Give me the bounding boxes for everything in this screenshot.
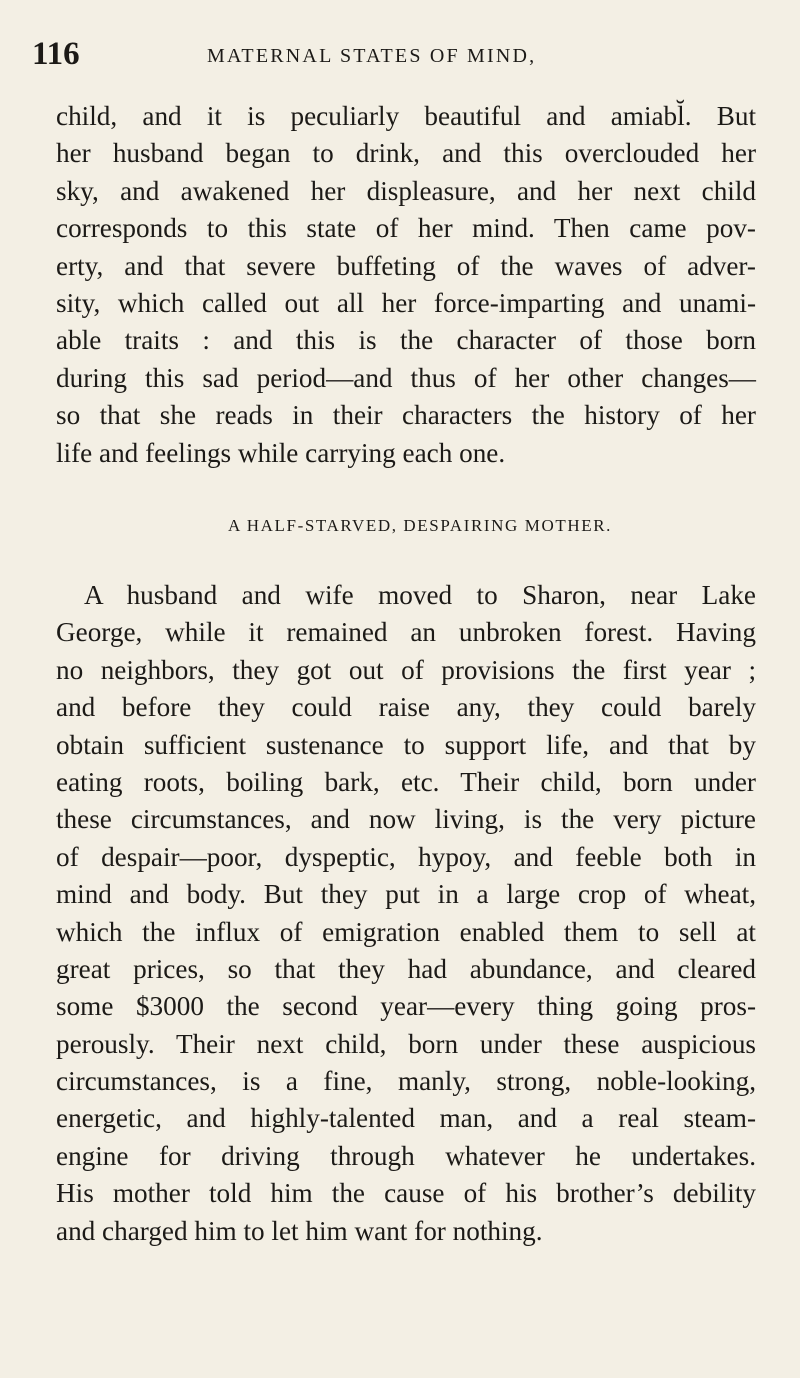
paragraph-line: and charged him to let him want for nothing.	[56, 1215, 543, 1246]
paragraph-line: sky, and awakened her displeasure, and her next child	[56, 175, 756, 206]
paragraph-line: her husband began to drink, and this overclouded her	[56, 138, 756, 169]
paragraph-line: so that she reads in their characters the history of her	[56, 400, 756, 431]
page-number: 116	[32, 36, 80, 72]
paragraph-line: child, and it is peculiarly beautiful and amiabl̆. But	[56, 101, 756, 131]
paragraph-line: erty, and that severe buffeting of the waves of adver-	[56, 250, 756, 281]
paragraph-line: life and feelings while carrying each one.	[56, 437, 506, 468]
paragraph-line: able traits : and this is the character of those born	[56, 325, 756, 356]
paragraph-line: A husband and wife moved to Sharon, near Lake	[84, 580, 756, 610]
section-heading: A HALF-STARVED, DESPAIRING MOTHER.	[228, 516, 612, 535]
page-header	[32, 34, 762, 84]
paragraph-1	[56, 98, 756, 472]
paragraph-line: perously. Their next child, born under these auspicious	[56, 1028, 756, 1059]
paragraph-line: no neighbors, they got out of provisions the first year ;	[56, 654, 756, 685]
paragraph-line: His mother told him the cause of his brother’s debility	[56, 1178, 756, 1209]
paragraph-line: mind and body. But they put in a large crop of wheat,	[56, 879, 756, 910]
paragraph-line: these circumstances, and now living, is the very picture	[56, 804, 756, 835]
paragraph-line: George, while it remained an unbroken forest. Having	[56, 617, 756, 648]
paragraph-line: great prices, so that they had abundance, and cleared	[56, 953, 756, 984]
running-head: MATERNAL STATES OF MIND,	[207, 45, 537, 67]
paragraph-line: and before they could raise any, they could barely	[56, 692, 756, 723]
paragraph-line: of despair—poor, dyspeptic, hypoy, and feeble both in	[56, 841, 756, 872]
paragraph-line: engine for driving through whatever he undertakes.	[56, 1140, 756, 1171]
paragraph-line: eating roots, boiling bark, etc. Their child, born under	[56, 766, 756, 797]
paragraph-line: sity, which called out all her force-imparting and unami-	[56, 287, 756, 318]
paragraph-line: circumstances, is a fine, manly, strong, noble-looking,	[56, 1066, 756, 1097]
paragraph-line: some $3000 the second year—every thing going pros-	[56, 991, 756, 1022]
paragraph-line: corresponds to this state of her mind. Then came pov-	[56, 213, 756, 244]
paragraph-line: energetic, and highly-talented man, and a real steam-	[56, 1103, 756, 1134]
paragraph-line: which the influx of emigration enabled them to sell at	[56, 916, 756, 947]
paragraph-2	[56, 577, 756, 1250]
paragraph-line: obtain sufficient sustenance to support life, and that by	[56, 729, 756, 760]
paragraph-line: during this sad period—and thus of her other changes—	[56, 362, 756, 393]
